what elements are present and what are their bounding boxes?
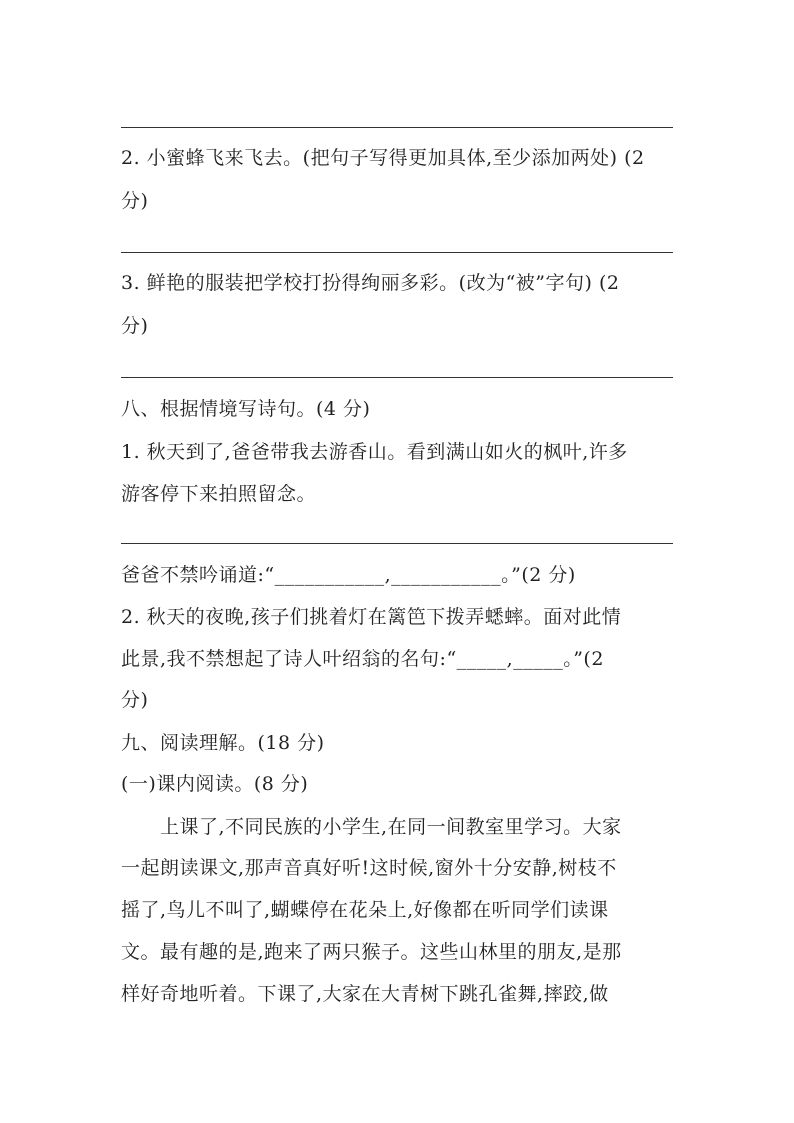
passage-line: 样好奇地听着。下课了,大家在大青树下跳孔雀舞,摔跤,做 [121, 983, 609, 1005]
question-8-1-cont: 游客停下来拍照留念。 [121, 483, 317, 505]
answer-line [121, 377, 673, 378]
answer-line [121, 543, 673, 544]
section-9-heading: 九、阅读理解。(18 分) [121, 732, 325, 754]
question-7-2: 2. 小蜜蜂飞来飞去。(把句子写得更加具体,至少添加两处) (2 [121, 147, 645, 169]
question-8-1: 1. 秋天到了,爸爸带我去游香山。看到满山如火的枫叶,许多 [121, 441, 628, 463]
question-8-2: 2. 秋天的夜晚,孩子们挑着灯在篱笆下拨弄蟋蟀。面对此情 [121, 606, 622, 628]
passage-line: 一起朗读课文,那声音真好听!这时候,窗外十分安静,树枝不 [121, 857, 617, 879]
question-8-1-blank: 爸爸不禁吟诵道:“___________,___________。”(2 分) [121, 564, 576, 586]
passage-line: 文。最有趣的是,跑来了两只猴子。这些山林里的朋友,是那 [121, 941, 622, 963]
question-8-2-blank: 此景,我不禁想起了诗人叶绍翁的名句:“_____,_____。”(2 [121, 648, 604, 670]
answer-line [121, 252, 673, 253]
question-7-3: 3. 鲜艳的服装把学校打扮得绚丽多彩。(改为“被”字句) (2 [121, 272, 620, 294]
section-8-heading: 八、根据情境写诗句。(4 分) [121, 398, 371, 420]
question-7-2-points: 分) [121, 190, 149, 212]
passage-line: 上课了,不同民族的小学生,在同一间教室里学习。大家 [160, 816, 622, 838]
passage-line: 摇了,鸟儿不叫了,蝴蝶停在花朵上,好像都在听同学们读课 [121, 899, 609, 921]
answer-line [121, 127, 673, 128]
question-7-3-points: 分) [121, 315, 149, 337]
subsection-1-heading: (一)课内阅读。(8 分) [121, 773, 309, 795]
question-8-2-points: 分) [121, 689, 149, 711]
